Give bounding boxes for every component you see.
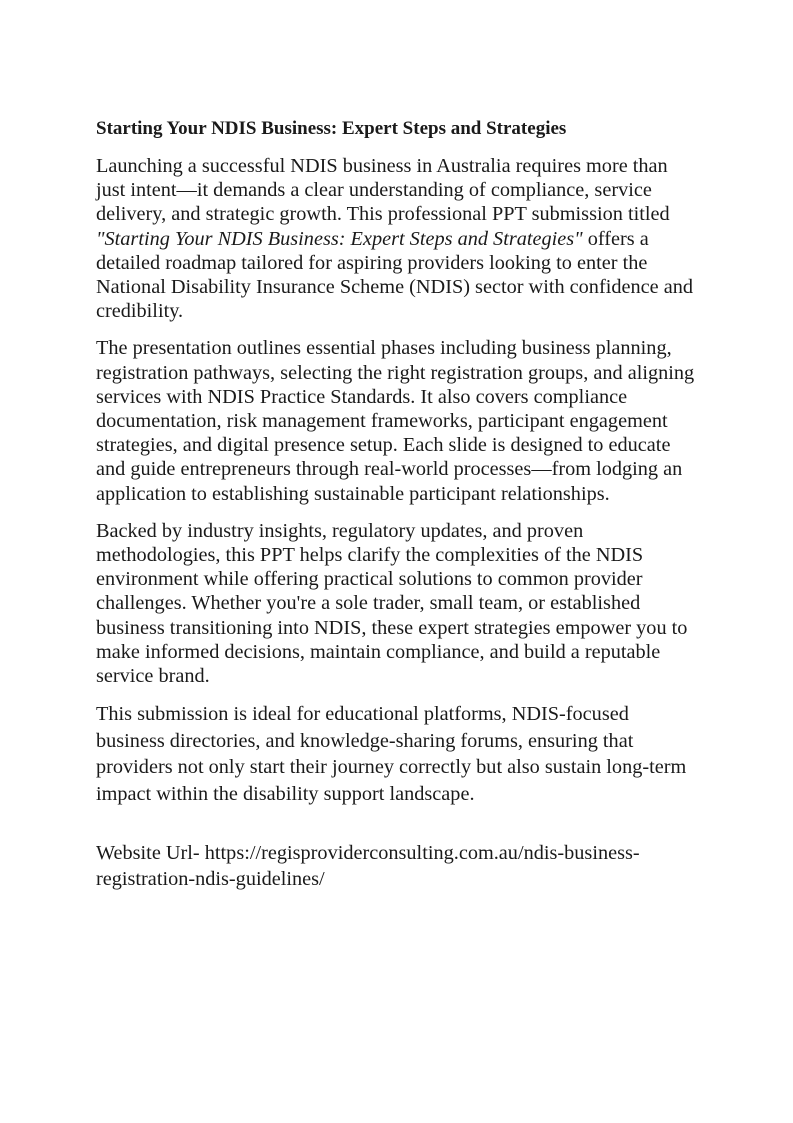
- intro-text-end: offers a detailed roadmap tailored for aspiring providers looking to enter the National Disability Insurance Scheme (NDIS) sector with confidence and credibility.: [96, 227, 693, 323]
- intro-paragraph: [96, 154, 700, 323]
- submission-purpose-paragraph: This submission is ideal for educational platforms, NDIS-focused business directories, and knowledge-sharing forums, ensuring that providers not only start their journey correctly but also sustain long-term impact within the disability support landscape.: [96, 703, 687, 805]
- intro-text-start: Launching a successful NDIS business in Australia requires more than just intent—it demands a clear understanding of compliance, service delivery, and strategic growth. This professional PPT submission titled: [96, 155, 670, 226]
- presentation-outline-paragraph: The presentation outlines essential phases including business planning, registration pathways, selecting the right registration groups, and aligning services with NDIS Practice Standards. It also covers compliance documentation, risk management frameworks, participant engagement strategies, and digital presence setup. Each slide is designed to educate and guide entrepreneurs through real-world processes—from lodging an application to establishing sustainable participant relationships.: [96, 337, 695, 505]
- document-body: [96, 116, 700, 892]
- website-url-link[interactable]: https://regisproviderconsulting.com.au/ndis-business-registration-ndis-guidelines/: [96, 842, 640, 891]
- website-label: Website Url-: [96, 842, 205, 865]
- document-title: Starting Your NDIS Business: Expert Steps and Strategies: [96, 118, 567, 139]
- website-line: [96, 840, 700, 892]
- presentation-title-italic: "Starting Your NDIS Business: Expert Steps and Strategies": [96, 227, 583, 250]
- industry-insights-paragraph: Backed by industry insights, regulatory updates, and proven methodologies, this PPT helps clarify the complexities of the NDIS environment while offering practical solutions to common provider challenges. Whether you're a sole trader, small team, or established business transitioning into NDIS, these expert strategies empower you to make informed decisions, maintain compliance, and build a reputable service brand.: [96, 519, 688, 688]
